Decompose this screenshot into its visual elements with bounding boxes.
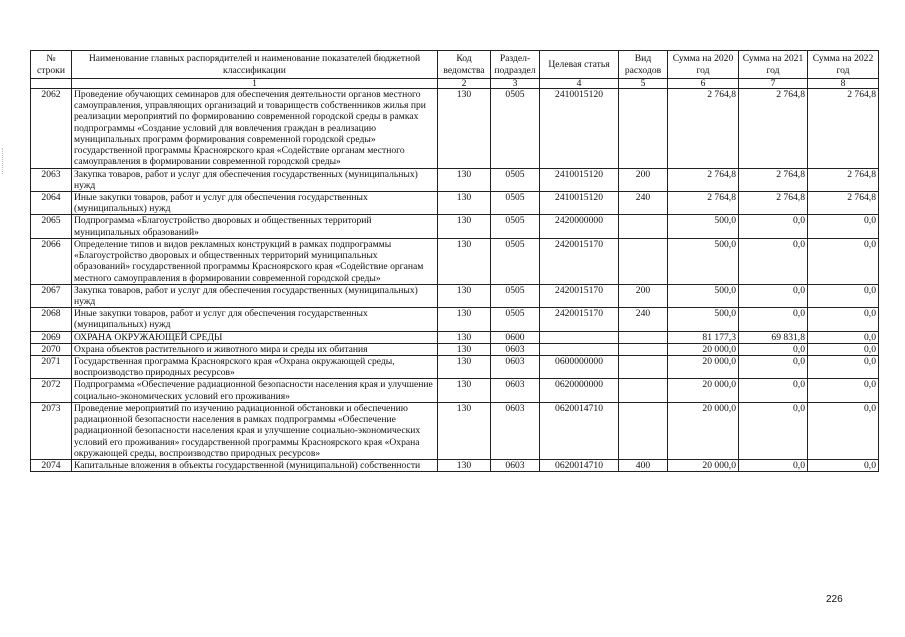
row-name-cell: Подпрограмма «Обеспечение радиационной безопасности населения края и улучшение социально-экономических условий его проживания» xyxy=(72,379,438,402)
amount-2021-cell: 0,0 xyxy=(739,356,808,379)
amount-2021-cell: 0,0 xyxy=(739,379,808,402)
section-code-cell: 0505 xyxy=(491,284,540,307)
row-name-cell: Иные закупки товаров, работ и услуг для обеспечения государственных (муниципальных) нужд xyxy=(72,191,438,214)
section-code-cell: 0505 xyxy=(491,89,540,169)
amount-2020-cell: 500,0 xyxy=(668,215,739,238)
header-cell: № строки xyxy=(31,51,72,79)
amount-2022-cell: 0,0 xyxy=(808,308,879,331)
table-row xyxy=(31,308,879,331)
row-name-cell: Капитальные вложения в объекты государственной (муниципальной) собственности xyxy=(72,460,438,472)
amount-2020-cell: 500,0 xyxy=(668,284,739,307)
target-code-cell xyxy=(540,331,619,343)
row-name-cell: Определение типов и видов рекламных конструкций в рамках подпрограммы «Благоустройство дворовых и общественных территорий муниципальных образований» государственной программы Красноярского края «Содействие органам местного самоуправления в формировании современной городской среды» xyxy=(72,238,438,284)
column-number-cell: 5 xyxy=(619,79,668,89)
page-number: 226 xyxy=(826,594,843,605)
table-row xyxy=(31,356,879,379)
amount-2020-cell: 500,0 xyxy=(668,238,739,284)
column-number-cell: 1 xyxy=(72,79,438,89)
row-name-cell: Закупка товаров, работ и услуг для обеспечения государственных (муниципальных) нужд xyxy=(72,168,438,191)
expense-type-cell xyxy=(619,331,668,343)
amount-2022-cell: 2 764,8 xyxy=(808,168,879,191)
target-code-cell: 0600000000 xyxy=(540,356,619,379)
amount-2022-cell: 0,0 xyxy=(808,356,879,379)
row-number-cell: 2074 xyxy=(31,460,72,472)
row-number-cell: 2071 xyxy=(31,356,72,379)
amount-2020-cell: 20 000,0 xyxy=(668,356,739,379)
target-code-cell: 2410015120 xyxy=(540,89,619,169)
amount-2021-cell: 0,0 xyxy=(739,460,808,472)
amount-2020-cell: 2 764,8 xyxy=(668,89,739,169)
table-row xyxy=(31,379,879,402)
column-number-cell xyxy=(31,79,72,89)
section-code-cell: 0603 xyxy=(491,356,540,379)
dept-code-cell: 130 xyxy=(438,238,491,284)
amount-2021-cell: 0,0 xyxy=(739,215,808,238)
amount-2020-cell: 20 000,0 xyxy=(668,460,739,472)
dept-code-cell: 130 xyxy=(438,331,491,343)
section-code-cell: 0505 xyxy=(491,238,540,284)
expense-type-cell xyxy=(619,356,668,379)
section-code-cell: 0603 xyxy=(491,460,540,472)
amount-2020-cell: 81 177,3 xyxy=(668,331,739,343)
target-code-cell: 0620014710 xyxy=(540,460,619,472)
target-code-cell: 2420000000 xyxy=(540,215,619,238)
table-row xyxy=(31,89,879,169)
dept-code-cell: 130 xyxy=(438,460,491,472)
dept-code-cell: 130 xyxy=(438,89,491,169)
budget-table xyxy=(30,50,879,472)
row-number-cell: 2067 xyxy=(31,284,72,307)
section-code-cell: 0603 xyxy=(491,343,540,355)
section-code-cell: 0505 xyxy=(491,191,540,214)
table-row xyxy=(31,343,879,355)
dept-code-cell: 130 xyxy=(438,215,491,238)
row-name-cell: Подпрограмма «Благоустройство дворовых и общественных территорий муниципальных образований» xyxy=(72,215,438,238)
dept-code-cell: 130 xyxy=(438,343,491,355)
expense-type-cell xyxy=(619,402,668,459)
amount-2022-cell: 0,0 xyxy=(808,460,879,472)
dept-code-cell: 130 xyxy=(438,191,491,214)
amount-2020-cell: 500,0 xyxy=(668,308,739,331)
row-name-cell: Государственная программа Красноярского края «Охрана окружающей среды, воспроизводство природных ресурсов» xyxy=(72,356,438,379)
expense-type-cell: 200 xyxy=(619,168,668,191)
target-code-cell: 0620000000 xyxy=(540,379,619,402)
table-row xyxy=(31,331,879,343)
amount-2022-cell: 0,0 xyxy=(808,238,879,284)
row-number-cell: 2063 xyxy=(31,168,72,191)
amount-2021-cell: 2 764,8 xyxy=(739,89,808,169)
row-name-cell: Проведение обучающих семинаров для обеспечения деятельности органов местного самоуправления, управляющих организаций и товариществ собственников жилья при реализации мероприятий по формированию современной городской среды в рамках подпрограммы «Создание условий для вовлечения граждан в реализацию муниципальных программ формирования современной городской среды» государственной программы Красноярского края «Содействие органам местного самоуправления в формировании современной городской среды» xyxy=(72,89,438,169)
amount-2022-cell: 2 764,8 xyxy=(808,191,879,214)
target-code-cell: 2420015170 xyxy=(540,308,619,331)
dept-code-cell: 130 xyxy=(438,168,491,191)
row-number-cell: 2062 xyxy=(31,89,72,169)
target-code-cell: 2420015170 xyxy=(540,238,619,284)
amount-2021-cell: 2 764,8 xyxy=(739,168,808,191)
column-number-cell: 8 xyxy=(808,79,879,89)
amount-2021-cell: 0,0 xyxy=(739,284,808,307)
amount-2020-cell: 20 000,0 xyxy=(668,343,739,355)
expense-type-cell xyxy=(619,89,668,169)
header-cell: Сумма на 2022 год xyxy=(808,51,879,79)
column-number-cell: 4 xyxy=(540,79,619,89)
row-number-cell: 2069 xyxy=(31,331,72,343)
dept-code-cell: 130 xyxy=(438,379,491,402)
header-cell: Раздел-подраздел xyxy=(491,51,540,79)
header-cell: Наименование главных распорядителей и наименование показателей бюджетной классификации xyxy=(72,51,438,79)
amount-2022-cell: 0,0 xyxy=(808,402,879,459)
row-name-cell: ОХРАНА ОКРУЖАЮЩЕЙ СРЕДЫ xyxy=(72,331,438,343)
row-number-cell: 2064 xyxy=(31,191,72,214)
row-number-cell: 2066 xyxy=(31,238,72,284)
row-number-cell: 2072 xyxy=(31,379,72,402)
row-number-cell: 2073 xyxy=(31,402,72,459)
amount-2021-cell: 69 831,8 xyxy=(739,331,808,343)
amount-2022-cell: 0,0 xyxy=(808,284,879,307)
column-number-cell: 7 xyxy=(739,79,808,89)
column-number-cell: 3 xyxy=(491,79,540,89)
row-name-cell: Закупка товаров, работ и услуг для обеспечения государственных (муниципальных) нужд xyxy=(72,284,438,307)
expense-type-cell: 240 xyxy=(619,191,668,214)
header-cell: Целевая статья xyxy=(540,51,619,79)
amount-2020-cell: 2 764,8 xyxy=(668,168,739,191)
target-code-cell: 2410015120 xyxy=(540,168,619,191)
amount-2022-cell: 0,0 xyxy=(808,331,879,343)
amount-2021-cell: 0,0 xyxy=(739,238,808,284)
amount-2022-cell: 0,0 xyxy=(808,379,879,402)
scan-margin-mark xyxy=(2,148,4,174)
target-code-cell: 2420015170 xyxy=(540,284,619,307)
table-row xyxy=(31,402,879,459)
row-name-cell: Иные закупки товаров, работ и услуг для обеспечения государственных (муниципальных) нужд xyxy=(72,308,438,331)
amount-2021-cell: 0,0 xyxy=(739,402,808,459)
section-code-cell: 0603 xyxy=(491,379,540,402)
dept-code-cell: 130 xyxy=(438,356,491,379)
row-number-cell: 2070 xyxy=(31,343,72,355)
header-row xyxy=(31,51,879,79)
expense-type-cell: 400 xyxy=(619,460,668,472)
table-row xyxy=(31,238,879,284)
amount-2020-cell: 2 764,8 xyxy=(668,191,739,214)
target-code-cell xyxy=(540,343,619,355)
dept-code-cell: 130 xyxy=(438,284,491,307)
amount-2022-cell: 2 764,8 xyxy=(808,89,879,169)
dept-code-cell: 130 xyxy=(438,308,491,331)
section-code-cell: 0505 xyxy=(491,308,540,331)
header-cell: Вид расходов xyxy=(619,51,668,79)
table-row xyxy=(31,191,879,214)
section-code-cell: 0600 xyxy=(491,331,540,343)
amount-2022-cell: 0,0 xyxy=(808,343,879,355)
table-row xyxy=(31,215,879,238)
column-number-cell: 2 xyxy=(438,79,491,89)
expense-type-cell: 240 xyxy=(619,308,668,331)
row-number-cell: 2065 xyxy=(31,215,72,238)
amount-2020-cell: 20 000,0 xyxy=(668,379,739,402)
row-number-cell: 2068 xyxy=(31,308,72,331)
section-code-cell: 0603 xyxy=(491,402,540,459)
header-cell: Сумма на 2021 год xyxy=(739,51,808,79)
amount-2021-cell: 0,0 xyxy=(739,343,808,355)
table-row xyxy=(31,168,879,191)
target-code-cell: 2410015120 xyxy=(540,191,619,214)
amount-2022-cell: 0,0 xyxy=(808,215,879,238)
section-code-cell: 0505 xyxy=(491,168,540,191)
header-cell: Код ведомства xyxy=(438,51,491,79)
amount-2020-cell: 20 000,0 xyxy=(668,402,739,459)
table-row xyxy=(31,460,879,472)
expense-type-cell xyxy=(619,379,668,402)
expense-type-cell: 200 xyxy=(619,284,668,307)
amount-2021-cell: 0,0 xyxy=(739,308,808,331)
column-number-cell: 6 xyxy=(668,79,739,89)
section-code-cell: 0505 xyxy=(491,215,540,238)
row-name-cell: Охрана объектов растительного и животного мира и среды их обитания xyxy=(72,343,438,355)
amount-2021-cell: 2 764,8 xyxy=(739,191,808,214)
table-row xyxy=(31,284,879,307)
expense-type-cell xyxy=(619,343,668,355)
table-body xyxy=(31,89,879,472)
dept-code-cell: 130 xyxy=(438,402,491,459)
expense-type-cell xyxy=(619,238,668,284)
expense-type-cell xyxy=(619,215,668,238)
header-cell: Сумма на 2020 год xyxy=(668,51,739,79)
row-name-cell: Проведение мероприятий по изучению радиационной обстановки и обеспечению радиационной безопасности населения в рамках подпрограммы «Обеспечение радиационной безопасности населения края и улучшение социально-экономических условий его проживания» государственной программы Красноярского края «Охрана окружающей среды, воспроизводство природных ресурсов» xyxy=(72,402,438,459)
target-code-cell: 0620014710 xyxy=(540,402,619,459)
column-number-row xyxy=(31,79,879,89)
